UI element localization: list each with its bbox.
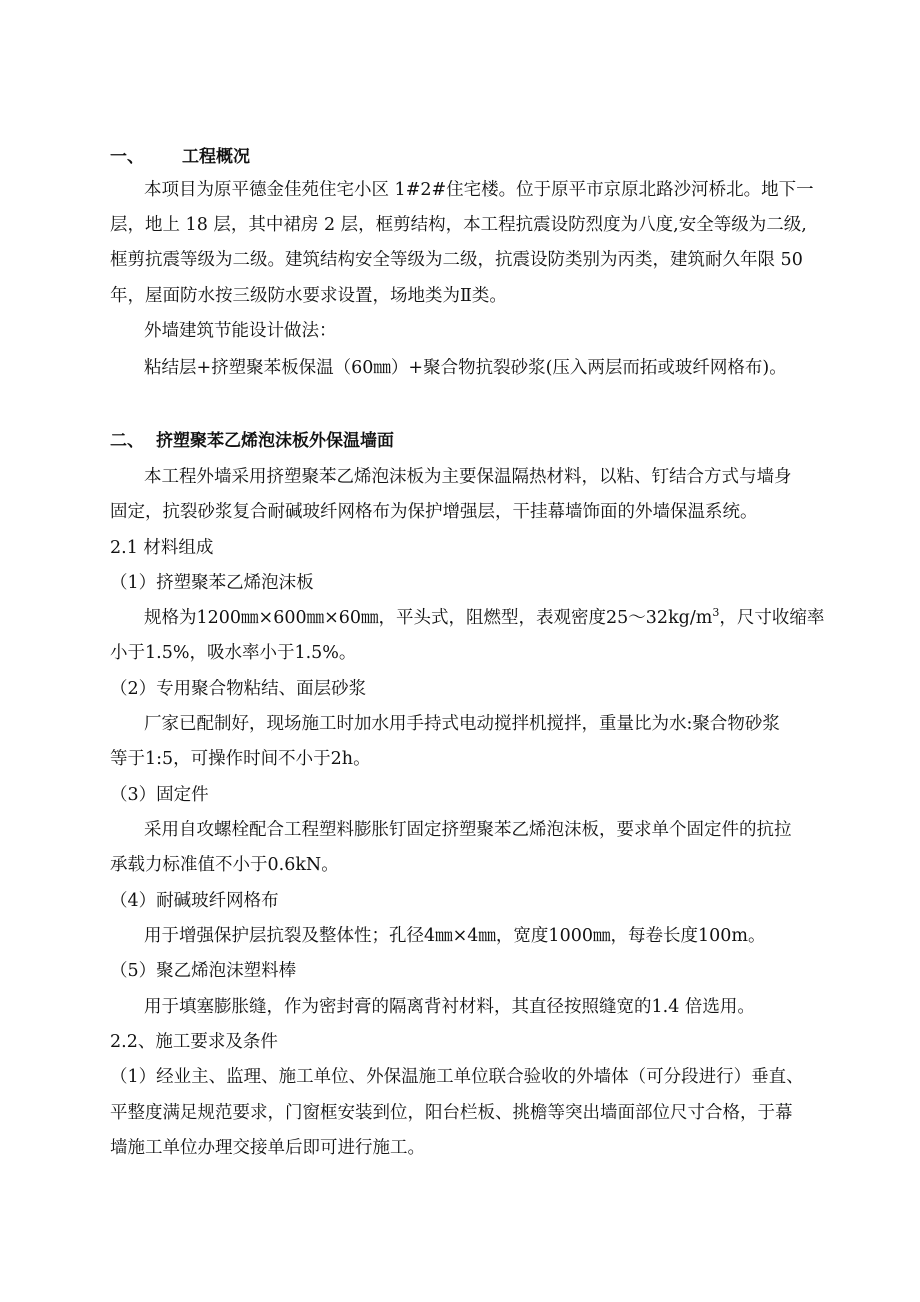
item4-text: 用于增强保护层抗裂及整体性；孔径4㎜×4㎜，宽度1000㎜，每卷长度100m。 — [144, 926, 766, 946]
section1-title: 工程概况 — [182, 147, 250, 167]
req1-line1: （1）经业主、监理、施工单位、外保温施工单位联合验收的外墙体（可分段进行）垂直、 — [110, 1067, 804, 1087]
item2-text-line2: 等于1:5，可操作时间不小于2h。 — [110, 749, 371, 769]
req1-line3: 墙施工单位办理交接单后即可进行施工。 — [110, 1138, 425, 1158]
item4-title: （4）耐碱玻纤网格布 — [110, 891, 279, 911]
section2-intro-line1: 本工程外墙采用挤塑聚苯乙烯泡沫板为主要保温隔热材料，以粘、钉结合方式与墙身 — [144, 467, 792, 487]
item3-title: （3）固定件 — [110, 785, 209, 805]
section1-para3: 粘结层+挤塑聚苯板保温（60㎜）+聚合物抗裂砂浆(压入两层而拓或玻纤网格布)。 — [144, 358, 787, 378]
item2-title: （2）专用聚合物粘结、面层砂浆 — [110, 679, 367, 699]
item3-text-line2: 承载力标准值不小于0.6kN。 — [110, 855, 339, 875]
item5-title: （5）聚乙烯泡沫塑料棒 — [110, 961, 297, 981]
item1-text-line2: 小于1.5%，吸水率小于1.5%。 — [110, 643, 357, 663]
item5-text: 用于填塞膨胀缝，作为密封膏的隔离背衬材料，其直径按照缝宽的1.4 倍选用。 — [144, 997, 755, 1017]
section1-para1-line1: 本项目为原平德金佳苑住宅小区 1#2#住宅楼。位于原平市京原北路沙河桥北。地下一 — [144, 180, 814, 200]
section1-heading — [110, 144, 250, 170]
item1-title: （1）挤塑聚苯乙烯泡沫板 — [110, 573, 314, 593]
section2-intro-line2: 固定，抗裂砂浆复合耐碱玻纤网格布为保护增强层，干挂幕墙饰面的外墙保温系统。 — [110, 502, 758, 522]
subsection-2-1-title: 2.1 材料组成 — [110, 538, 214, 558]
item1-text-line1 — [144, 605, 824, 631]
item3-text-line1: 采用自攻螺栓配合工程塑料膨胀钉固定挤塑聚苯乙烯泡沫板，要求单个固定件的抗拉 — [144, 820, 792, 840]
section1-para1-line4: 年，屋面防水按三级防水要求设置，场地类为Ⅱ类。 — [110, 286, 507, 306]
item1-text-sup: 3 — [712, 606, 720, 620]
item2-text-line1: 厂家已配制好，现场施工时加水用手持式电动搅拌机搅拌，重量比为水:聚合物砂浆 — [144, 714, 780, 734]
item1-text-b: ，尺寸收缩率 — [719, 608, 825, 628]
subsection-2-2-title: 2.2、施工要求及条件 — [110, 1032, 278, 1052]
section1-number: 一、 — [110, 147, 144, 167]
section2-number: 二、 — [110, 431, 144, 451]
section2-heading — [110, 428, 394, 454]
section1-para1-line2: 层，地上 18 层，其中裙房 2 层，框剪结构，本工程抗震设防烈度为八度,安全等级为二级, — [110, 215, 807, 235]
section1-para1-line3: 框剪抗震等级为二级。建筑结构安全等级为二级，抗震设防类别为丙类，建筑耐久年限 50 — [110, 250, 803, 270]
section2-title: 挤塑聚苯乙烯泡沫板外保温墙面 — [156, 431, 394, 451]
section1-para2: 外墙建筑节能设计做法： — [144, 321, 337, 341]
item1-text-a: 规格为1200㎜×600㎜×60㎜，平头式，阻燃型，表观密度25～32kg/m — [144, 608, 713, 628]
req1-line2: 平整度满足规范要求，门窗框安装到位，阳台栏板、挑檐等突出墙面部位尺寸合格，于幕 — [110, 1103, 793, 1123]
